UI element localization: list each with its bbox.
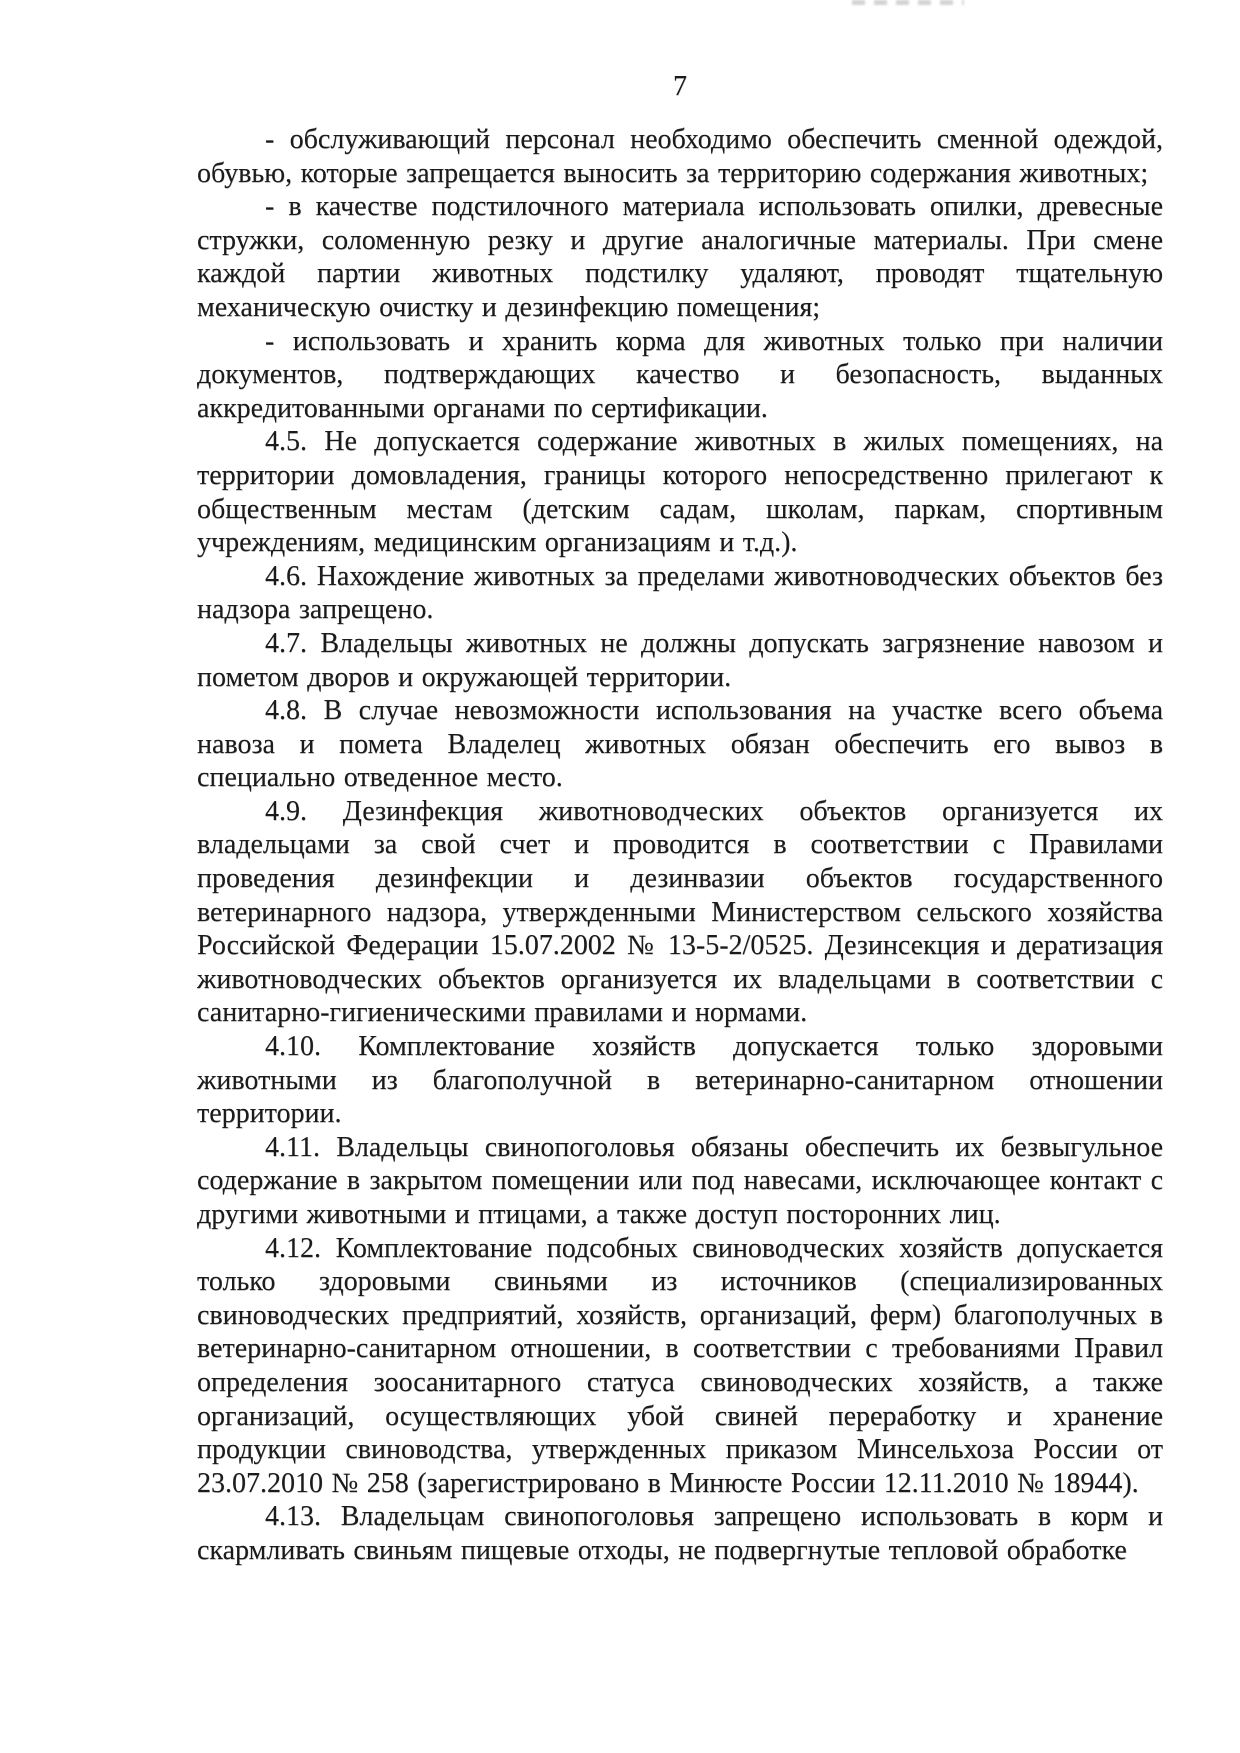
page-number: 7 — [673, 71, 687, 102]
paragraph-4-5: 4.5. Не допускается содержание животных в жилых помещениях, на территории домовладения, границы которого непосредственно прилегают к общественным местам (детским садам, школам, паркам, спортивным учреждениям, медицинским организациям и т.д.). — [197, 426, 1163, 559]
scan-header-artifact — [852, 0, 964, 5]
paragraph-4-8: 4.8. В случае невозможности использования на участке всего объема навоза и помета Владелец животных обязан обеспечить его вывоз в специально отведенное место. — [197, 695, 1163, 794]
paragraph-4-13: 4.13. Владельцам свинопоголовья запрещено использовать в корм и скармливать свиньям пищевые отходы, не подвергнутые тепловой обработке — [197, 1501, 1163, 1566]
paragraph-4-7: 4.7. Владельцы животных не должны допускать загрязнение навозом и пометом дворов и окружающей территории. — [197, 627, 1163, 693]
paragraph-bullet-staff-clothing: - обслуживающий персонал необходимо обеспечить сменной одеждой, обувью, которые запрещается выносить за территорию содержания животных; — [197, 124, 1163, 189]
paragraph-4-6: 4.6. Нахождение животных за пределами животноводческих объектов без надзора запрещено. — [197, 560, 1163, 626]
paragraph-bullet-bedding-material: - в качестве подстилочного материала использовать опилки, древесные стружки, соломенную резку и другие аналогичные материалы. При смене каждой партии животных подстилку удаляют, проводят тщательную механическую очистку и дезинфекцию помещения; — [197, 191, 1163, 323]
paragraph-4-12: 4.12. Комплектование подсобных свиноводческих хозяйств допускается только здоровыми свиньями из источников (специализированных свиноводческих предприятий, хозяйств, организаций, ферм) благополучных в ветеринарно-санитарном отношении, в соответствии с требованиями Правил определения зоосанитарного статуса свиноводческих хозяйств, а также организаций, осуществляющих убой свиней переработку и хранение продукции свиноводства, утвержденных приказом Минсельхоза России от 23.07.2010 № 258 (зарегистрировано в Минюсте России 12.11.2010 № 18944). — [197, 1232, 1163, 1499]
paragraph-4-11: 4.11. Владельцы свинопоголовья обязаны обеспечить их безвыгульное содержание в закрытом помещении или под навесами, исключающее контакт с другими животными и птицами, а также доступ посторонних лиц. — [197, 1131, 1163, 1230]
paragraph-4-10: 4.10. Комплектование хозяйств допускается только здоровыми животными из благополучной в ветеринарно-санитарном отношении территории. — [197, 1031, 1163, 1130]
paragraph-4-9: 4.9. Дезинфекция животноводческих объектов организуется их владельцами за свой счет и проводится в соответствии с Правилами проведения дезинфекции и дезинвазии объектов государственного ветеринарного надзора, утвержденными Министерством сельского хозяйства Российской Федерации 15.07.2002 № 13-5-2/0525. Дезинсекция и дератизация животноводческих объектов организуется их владельцами в соответствии с санитарно-гигиеническими правилами и нормами. — [197, 795, 1163, 1029]
paragraph-bullet-feed-storage: - использовать и хранить корма для животных только при наличии документов, подтверждающих качество и безопасность, выданных аккредитованными органами по сертификации. — [197, 325, 1163, 424]
